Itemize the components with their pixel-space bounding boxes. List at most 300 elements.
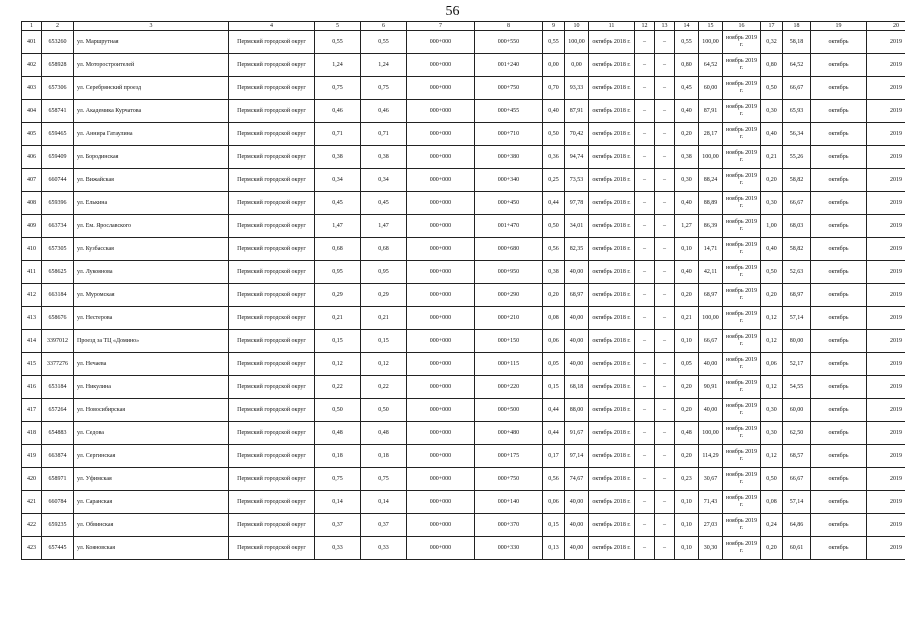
table-cell: 0,14 <box>315 491 361 514</box>
table-cell: октябрь 2018 г. <box>589 284 635 307</box>
table-cell: 0,12 <box>761 307 783 330</box>
table-cell: 100,00 <box>565 31 589 54</box>
table-cell: 0,22 <box>315 376 361 399</box>
table-cell: октябрь 2018 г. <box>589 54 635 77</box>
table-cell: 0,56 <box>543 468 565 491</box>
table-cell: – <box>635 54 655 77</box>
table-row <box>22 422 905 445</box>
table-cell: 0,55 <box>543 31 565 54</box>
table-cell: октябрь 2018 г. <box>589 100 635 123</box>
table-cell: 658928 <box>42 54 74 77</box>
table-cell: 423 <box>22 537 42 560</box>
table-cell: 0,15 <box>543 514 565 537</box>
table-row <box>22 123 905 146</box>
table-cell: ноябрь 2019 г. <box>723 376 761 399</box>
table-cell: 000+000 <box>407 238 475 261</box>
table-cell: 27,03 <box>699 514 723 537</box>
table-cell: ноябрь 2019 г. <box>723 54 761 77</box>
table-cell: – <box>655 54 675 77</box>
page-number: 56 <box>445 4 460 19</box>
table-cell: 64,52 <box>783 54 811 77</box>
table-cell: Пермский городской округ <box>229 146 315 169</box>
table-cell: октябрь 2018 г. <box>589 353 635 376</box>
table-cell: 40,00 <box>565 514 589 537</box>
table-cell: 0,55 <box>675 31 699 54</box>
table-cell: 0,68 <box>361 238 407 261</box>
table-cell: 2019 <box>867 330 905 353</box>
table-cell: 0,17 <box>543 445 565 468</box>
table-cell: Пермский городской округ <box>229 353 315 376</box>
table-cell: Пермский городской округ <box>229 238 315 261</box>
table-cell: октябрь <box>811 422 867 445</box>
table-cell: 000+480 <box>475 422 543 445</box>
table-cell: 2019 <box>867 54 905 77</box>
table-cell: октябрь <box>811 123 867 146</box>
table-cell: 000+000 <box>407 330 475 353</box>
table-cell: 100,00 <box>699 422 723 445</box>
table-cell: 000+140 <box>475 491 543 514</box>
table-cell: 000+000 <box>407 192 475 215</box>
table-cell: 0,45 <box>675 77 699 100</box>
table-cell: 88,24 <box>699 169 723 192</box>
table-cell: октябрь <box>811 238 867 261</box>
table-cell: октябрь <box>811 31 867 54</box>
header-cell: 12 <box>635 22 655 31</box>
table-cell: Пермский городской округ <box>229 399 315 422</box>
table-cell: – <box>655 353 675 376</box>
header-cell: 20 <box>867 22 905 31</box>
table-cell: – <box>655 123 675 146</box>
table-cell: 0,15 <box>315 330 361 353</box>
table-cell: 0,95 <box>315 261 361 284</box>
table-cell: 3397012 <box>42 330 74 353</box>
table-cell: 0,00 <box>543 54 565 77</box>
table-cell: 000+750 <box>475 468 543 491</box>
table-cell: октябрь 2018 г. <box>589 330 635 353</box>
table-cell: Пермский городской округ <box>229 54 315 77</box>
table-cell: Пермский городской округ <box>229 307 315 330</box>
table-cell: 0,38 <box>675 146 699 169</box>
table-cell: ул. Кояновская <box>74 537 229 560</box>
table-cell: 0,33 <box>315 537 361 560</box>
table-cell: 2019 <box>867 307 905 330</box>
table-cell: октябрь <box>811 261 867 284</box>
header-cell: 2 <box>42 22 74 31</box>
table-cell: 0,15 <box>361 330 407 353</box>
table-cell: Пермский городской округ <box>229 491 315 514</box>
table-row <box>22 77 905 100</box>
table-cell: 0,06 <box>761 353 783 376</box>
table-cell: – <box>655 31 675 54</box>
table-cell: октябрь <box>811 192 867 215</box>
table-cell: 0,10 <box>675 238 699 261</box>
table-cell: 0,30 <box>761 100 783 123</box>
table-cell: 0,08 <box>543 307 565 330</box>
table-cell: октябрь <box>811 353 867 376</box>
table-cell: 52,63 <box>783 261 811 284</box>
table-cell: Пермский городской округ <box>229 31 315 54</box>
table-cell: октябрь 2018 г. <box>589 399 635 422</box>
table-cell: октябрь 2018 г. <box>589 31 635 54</box>
table-cell: 0,44 <box>543 422 565 445</box>
table-row <box>22 514 905 537</box>
table-cell: 000+000 <box>407 353 475 376</box>
table-cell: 42,11 <box>699 261 723 284</box>
table-cell: 000+290 <box>475 284 543 307</box>
table-cell: 0,37 <box>315 514 361 537</box>
table-cell: – <box>635 100 655 123</box>
table-cell: 88,00 <box>565 399 589 422</box>
header-cell: 1 <box>22 22 42 31</box>
table-cell: 0,50 <box>543 215 565 238</box>
table-cell: октябрь <box>811 100 867 123</box>
table-cell: – <box>635 353 655 376</box>
table-cell: ул. Обвинская <box>74 514 229 537</box>
table-row <box>22 399 905 422</box>
table-cell: 3377276 <box>42 353 74 376</box>
table-cell: 420 <box>22 468 42 491</box>
table-cell: – <box>635 330 655 353</box>
table-cell: – <box>655 330 675 353</box>
table-cell: 0,38 <box>315 146 361 169</box>
table-cell: 82,35 <box>565 238 589 261</box>
table-cell: 0,21 <box>761 146 783 169</box>
table-cell: – <box>655 491 675 514</box>
table-cell: 0,10 <box>675 330 699 353</box>
table-cell: октябрь <box>811 169 867 192</box>
table-cell: октябрь 2018 г. <box>589 123 635 146</box>
table-cell: 658971 <box>42 468 74 491</box>
table-cell: – <box>655 307 675 330</box>
table-cell: – <box>655 468 675 491</box>
table-cell: 2019 <box>867 215 905 238</box>
table-cell: 000+000 <box>407 169 475 192</box>
table-cell: 2019 <box>867 31 905 54</box>
table-body <box>22 31 905 560</box>
table-cell: ул. Моторостроителей <box>74 54 229 77</box>
table-cell: 2019 <box>867 146 905 169</box>
table-cell: 0,95 <box>361 261 407 284</box>
table-cell: – <box>655 215 675 238</box>
table-cell: – <box>655 514 675 537</box>
table-cell: ноябрь 2019 г. <box>723 192 761 215</box>
table-cell: ул. Нестерова <box>74 307 229 330</box>
table-cell: октябрь <box>811 399 867 422</box>
table-cell: 87,91 <box>565 100 589 123</box>
table-cell: – <box>655 537 675 560</box>
table-cell: ул. Ем. Ярославского <box>74 215 229 238</box>
table-cell: 0,40 <box>543 100 565 123</box>
table-cell: 403 <box>22 77 42 100</box>
table-cell: 68,97 <box>783 284 811 307</box>
table-cell: – <box>655 169 675 192</box>
table-cell: 0,46 <box>361 100 407 123</box>
table-cell: 419 <box>22 445 42 468</box>
table-cell: 417 <box>22 399 42 422</box>
table-cell: 1,27 <box>675 215 699 238</box>
table-cell: 0,40 <box>675 261 699 284</box>
table-cell: 000+000 <box>407 468 475 491</box>
table-cell: 0,21 <box>675 307 699 330</box>
table-cell: 657305 <box>42 238 74 261</box>
table-cell: 0,10 <box>675 491 699 514</box>
table-cell: 0,40 <box>761 123 783 146</box>
table-cell: ноябрь 2019 г. <box>723 399 761 422</box>
table-cell: 0,20 <box>543 284 565 307</box>
table-cell: – <box>655 261 675 284</box>
table-cell: 0,48 <box>315 422 361 445</box>
table-cell: 0,50 <box>361 399 407 422</box>
table-cell: 40,00 <box>565 491 589 514</box>
table-cell: ноябрь 2019 г. <box>723 146 761 169</box>
table-row <box>22 169 905 192</box>
table-row <box>22 445 905 468</box>
table-cell: 0,40 <box>761 238 783 261</box>
table-cell: 000+750 <box>475 77 543 100</box>
table-cell: 410 <box>22 238 42 261</box>
table-cell: 407 <box>22 169 42 192</box>
table-cell: 659409 <box>42 146 74 169</box>
table-cell: 2019 <box>867 422 905 445</box>
table-cell: 0,12 <box>315 353 361 376</box>
table-cell: 0,75 <box>361 77 407 100</box>
table-cell: 657445 <box>42 537 74 560</box>
table-row <box>22 307 905 330</box>
table-cell: 000+380 <box>475 146 543 169</box>
table-cell: 0,48 <box>361 422 407 445</box>
table-cell: 0,30 <box>761 422 783 445</box>
table-cell: октябрь <box>811 54 867 77</box>
table-cell: 0,25 <box>543 169 565 192</box>
table-cell: 0,14 <box>361 491 407 514</box>
table-cell: 000+000 <box>407 54 475 77</box>
table-cell: 0,30 <box>761 399 783 422</box>
table-cell: ул. Маршрутная <box>74 31 229 54</box>
table-cell: – <box>635 399 655 422</box>
table-cell: ноябрь 2019 г. <box>723 537 761 560</box>
table-cell: 0,29 <box>315 284 361 307</box>
header-cell: 8 <box>475 22 543 31</box>
table-cell: – <box>635 376 655 399</box>
table-cell: 0,06 <box>543 491 565 514</box>
table-cell: 0,80 <box>675 54 699 77</box>
table-cell: 0,15 <box>543 376 565 399</box>
table-cell: 70,42 <box>565 123 589 146</box>
table-cell: 62,50 <box>783 422 811 445</box>
table-cell: 0,50 <box>761 468 783 491</box>
table-cell: 000+370 <box>475 514 543 537</box>
table-cell: 000+330 <box>475 537 543 560</box>
table-cell: 0,46 <box>315 100 361 123</box>
table-cell: 60,00 <box>783 399 811 422</box>
table-cell: 58,82 <box>783 238 811 261</box>
table-cell: 100,00 <box>699 146 723 169</box>
table-cell: 0,45 <box>315 192 361 215</box>
table-cell: 87,91 <box>699 100 723 123</box>
table-cell: 658676 <box>42 307 74 330</box>
table-cell: Пермский городской округ <box>229 100 315 123</box>
table-cell: ноябрь 2019 г. <box>723 491 761 514</box>
table-cell: 0,48 <box>675 422 699 445</box>
table-cell: 0,55 <box>315 31 361 54</box>
table-cell: октябрь 2018 г. <box>589 491 635 514</box>
table-cell: ноябрь 2019 г. <box>723 31 761 54</box>
table-cell: 408 <box>22 192 42 215</box>
table-cell: октябрь <box>811 445 867 468</box>
table-cell: Пермский городской округ <box>229 445 315 468</box>
table-cell: октябрь <box>811 330 867 353</box>
table-cell: 40,00 <box>565 537 589 560</box>
table-cell: 2019 <box>867 77 905 100</box>
header-cell: 3 <box>74 22 229 31</box>
table-cell: ул. Бородинская <box>74 146 229 169</box>
table-cell: 40,00 <box>565 261 589 284</box>
table-cell: – <box>635 31 655 54</box>
table-cell: 0,71 <box>315 123 361 146</box>
table-cell: 28,17 <box>699 123 723 146</box>
table-cell: октябрь <box>811 77 867 100</box>
table-cell: Пермский городской округ <box>229 422 315 445</box>
table-cell: Пермский городской округ <box>229 376 315 399</box>
table-cell: 000+210 <box>475 307 543 330</box>
table-cell: 000+000 <box>407 376 475 399</box>
table-cell: 000+450 <box>475 192 543 215</box>
table-cell: октябрь 2018 г. <box>589 169 635 192</box>
table-cell: 0,22 <box>361 376 407 399</box>
table-cell: 412 <box>22 284 42 307</box>
table-cell: 0,38 <box>361 146 407 169</box>
table-cell: 1,24 <box>361 54 407 77</box>
table-cell: 40,00 <box>565 353 589 376</box>
table-cell: – <box>655 192 675 215</box>
table-cell: 55,26 <box>783 146 811 169</box>
table-cell: 001+470 <box>475 215 543 238</box>
table-cell: ноябрь 2019 г. <box>723 330 761 353</box>
table-cell: 000+000 <box>407 31 475 54</box>
table-cell: ул. Никулина <box>74 376 229 399</box>
table-cell: 000+175 <box>475 445 543 468</box>
table-row <box>22 31 905 54</box>
table-cell: 0,21 <box>361 307 407 330</box>
header-cell: 17 <box>761 22 783 31</box>
table-cell: 2019 <box>867 445 905 468</box>
table-cell: 659396 <box>42 192 74 215</box>
table-cell: 000+500 <box>475 399 543 422</box>
table-cell: 65,93 <box>783 100 811 123</box>
table-cell: 1,47 <box>361 215 407 238</box>
table-cell: Пермский городской округ <box>229 77 315 100</box>
table-cell: октябрь <box>811 491 867 514</box>
table-cell: – <box>655 399 675 422</box>
table-cell: 0,06 <box>543 330 565 353</box>
table-cell: 0,08 <box>761 491 783 514</box>
table-cell: 405 <box>22 123 42 146</box>
table-cell: ноябрь 2019 г. <box>723 238 761 261</box>
table-cell: 0,50 <box>543 123 565 146</box>
header-cell: 7 <box>407 22 475 31</box>
table-row <box>22 376 905 399</box>
table-cell: 0,75 <box>315 77 361 100</box>
table-cell: октябрь 2018 г. <box>589 261 635 284</box>
table-cell: 0,71 <box>361 123 407 146</box>
table-cell: 40,00 <box>699 353 723 376</box>
table-cell: 0,36 <box>543 146 565 169</box>
header-row <box>22 22 905 31</box>
header-cell: 9 <box>543 22 565 31</box>
table-row <box>22 468 905 491</box>
table-cell: 0,32 <box>761 31 783 54</box>
table-cell: 0,70 <box>543 77 565 100</box>
table-cell: 001+240 <box>475 54 543 77</box>
table-cell: 34,01 <box>565 215 589 238</box>
table-cell: – <box>655 100 675 123</box>
table-cell: 000+000 <box>407 123 475 146</box>
table-cell: 30,30 <box>699 537 723 560</box>
header-cell: 10 <box>565 22 589 31</box>
table-cell: 66,67 <box>699 330 723 353</box>
table-cell: ноябрь 2019 г. <box>723 468 761 491</box>
table-cell: 68,57 <box>783 445 811 468</box>
header-cell: 4 <box>229 22 315 31</box>
table-cell: 52,17 <box>783 353 811 376</box>
table-cell: октябрь 2018 г. <box>589 514 635 537</box>
table-cell: 409 <box>22 215 42 238</box>
table-cell: 663874 <box>42 445 74 468</box>
table-cell: 404 <box>22 100 42 123</box>
table-cell: – <box>635 123 655 146</box>
table-cell: 66,67 <box>783 468 811 491</box>
table-cell: – <box>635 261 655 284</box>
table-row <box>22 215 905 238</box>
table-cell: 68,97 <box>565 284 589 307</box>
table-cell: ноябрь 2019 г. <box>723 100 761 123</box>
table-cell: 422 <box>22 514 42 537</box>
table-cell: Пермский городской округ <box>229 330 315 353</box>
table-cell: 0,20 <box>761 284 783 307</box>
table-row <box>22 353 905 376</box>
table-cell: октябрь 2018 г. <box>589 468 635 491</box>
table-cell: 000+220 <box>475 376 543 399</box>
table-cell: 000+680 <box>475 238 543 261</box>
table-cell: – <box>655 422 675 445</box>
table-cell: 000+000 <box>407 77 475 100</box>
table-cell: 000+710 <box>475 123 543 146</box>
table-cell: октябрь 2018 г. <box>589 192 635 215</box>
table-cell: 0,20 <box>675 284 699 307</box>
table-cell: 414 <box>22 330 42 353</box>
table-cell: 000+000 <box>407 146 475 169</box>
table-row <box>22 146 905 169</box>
table-cell: 2019 <box>867 284 905 307</box>
table-cell: ноябрь 2019 г. <box>723 123 761 146</box>
table-cell: 71,43 <box>699 491 723 514</box>
table-cell: Пермский городской округ <box>229 192 315 215</box>
table-cell: октябрь <box>811 376 867 399</box>
table-cell: 0,05 <box>543 353 565 376</box>
table-cell: 000+000 <box>407 399 475 422</box>
table-cell: 000+000 <box>407 261 475 284</box>
table-row <box>22 284 905 307</box>
table-cell: 0,10 <box>675 514 699 537</box>
table-cell: – <box>655 284 675 307</box>
table-cell: 0,12 <box>761 376 783 399</box>
table-cell: 0,44 <box>543 399 565 422</box>
table-cell: 114,29 <box>699 445 723 468</box>
table-cell: октябрь <box>811 468 867 491</box>
table-cell: 97,14 <box>565 445 589 468</box>
header-cell: 16 <box>723 22 761 31</box>
table-cell: ул. Сергинская <box>74 445 229 468</box>
